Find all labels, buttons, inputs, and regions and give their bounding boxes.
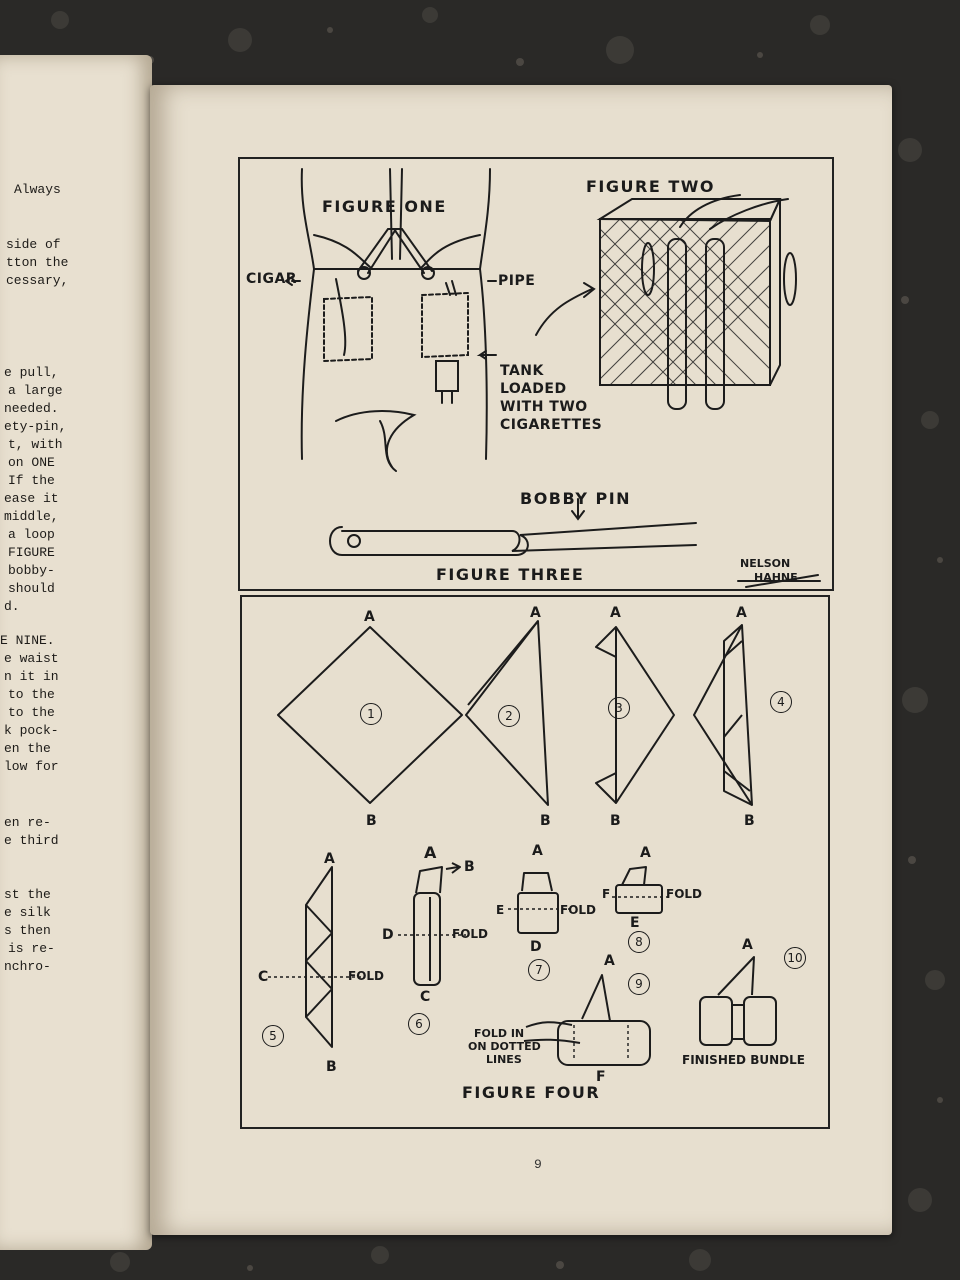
letter-b: B xyxy=(744,813,756,829)
tank-label-line-4: CIGARETTES xyxy=(500,417,603,433)
step-6-marker: 6 xyxy=(408,1013,430,1035)
signature-line-2: HAHNE xyxy=(754,571,798,584)
left-page-text-line: ety-pin, xyxy=(4,419,67,434)
left-page-text-line: is re- xyxy=(8,941,55,956)
letter-f: F xyxy=(596,1069,607,1085)
cigar-label: CIGAR xyxy=(246,271,298,287)
letter-a: A xyxy=(324,851,336,867)
step-8-marker: 8 xyxy=(628,931,650,953)
left-page-text-line: low for xyxy=(4,759,59,774)
right-page xyxy=(150,85,892,1235)
bobby-pin-label: BOBBY PIN xyxy=(520,489,632,508)
fold-in-line-3: LINES xyxy=(486,1053,522,1066)
step-1-marker: 1 xyxy=(360,703,382,725)
letter-a: A xyxy=(742,937,754,953)
left-page-text-line: en re- xyxy=(4,815,51,830)
letter-d: D xyxy=(382,927,395,943)
tank-label-line-3: WITH TWO xyxy=(500,399,588,415)
letter-a: A xyxy=(532,843,544,859)
left-page-text-line: e silk xyxy=(4,905,51,920)
letter-a: A xyxy=(530,605,542,621)
left-page-text-line: should xyxy=(8,581,55,596)
left-page xyxy=(0,55,152,1250)
left-page-text-line: on ONE xyxy=(8,455,55,470)
figures-one-two-three-panel xyxy=(238,157,834,591)
fold-label: FOLD xyxy=(452,927,489,941)
left-page-text-line: st the xyxy=(4,887,51,902)
fold-label: FOLD xyxy=(560,903,597,917)
step-2-marker: 2 xyxy=(498,705,520,727)
left-page-text-line: nchro- xyxy=(4,959,51,974)
left-page-text-line: a large xyxy=(8,383,63,398)
step-5-marker: 5 xyxy=(262,1025,284,1047)
letter-e: E xyxy=(496,903,505,917)
letter-b: B xyxy=(326,1059,338,1075)
step-7-marker: 7 xyxy=(528,959,550,981)
figure-one-title: FIGURE ONE xyxy=(322,197,447,216)
left-page-text-line: needed. xyxy=(4,401,59,416)
left-page-text-line: e third xyxy=(4,833,59,848)
fold-in-line-2: ON DOTTED xyxy=(468,1040,541,1053)
letter-c: C xyxy=(420,989,431,1005)
left-page-text-line: bobby- xyxy=(8,563,55,578)
letter-b: B xyxy=(540,813,552,829)
left-page-text-line: to the xyxy=(8,687,55,702)
letter-b: B xyxy=(610,813,622,829)
letter-a: A xyxy=(736,605,748,621)
figure-four-panel xyxy=(240,595,830,1129)
figure-four-title: FIGURE FOUR xyxy=(462,1083,601,1102)
left-page-text-line: cessary, xyxy=(6,273,69,288)
left-page-text-line: ease it xyxy=(4,491,59,506)
pipe-label: PIPE xyxy=(498,273,536,289)
figure-two-title: FIGURE TWO xyxy=(586,177,715,196)
fold-label: FOLD xyxy=(348,969,385,983)
left-page-text-line: E NINE. xyxy=(0,633,55,648)
fold-label: FOLD xyxy=(666,887,703,901)
left-page-text-line: e pull, xyxy=(4,365,59,380)
tank-label-line-2: LOADED xyxy=(500,381,567,397)
left-page-text-line: n it in xyxy=(4,669,59,684)
letter-e: E xyxy=(630,915,641,931)
left-page-text-line: d. xyxy=(4,599,20,614)
page-number: 9 xyxy=(534,1157,542,1172)
letter-b: B xyxy=(366,813,378,829)
left-page-text-line: Always xyxy=(14,182,61,197)
figure-three-title: FIGURE THREE xyxy=(436,565,585,584)
letter-d: D xyxy=(530,939,543,955)
left-page-text-line: t, with xyxy=(8,437,63,452)
letter-a: A xyxy=(640,845,652,861)
left-page-text-line: to the xyxy=(8,705,55,720)
letter-a: A xyxy=(604,953,616,969)
left-page-text-line: tton the xyxy=(6,255,69,270)
letter-c: C xyxy=(258,969,269,985)
letter-a: A xyxy=(610,605,622,621)
step-10-marker: 10 xyxy=(784,947,806,969)
step-9-marker: 9 xyxy=(628,973,650,995)
left-page-text-line: s then xyxy=(4,923,51,938)
step-3-marker: 3 xyxy=(608,697,630,719)
signature-line-1: NELSON xyxy=(740,557,791,570)
left-page-text-line: e waist xyxy=(4,651,59,666)
left-page-text-line: a loop xyxy=(8,527,55,542)
left-page-text-line: en the xyxy=(4,741,51,756)
tank-label-line-1: TANK xyxy=(500,363,544,379)
letter-a: A xyxy=(424,843,438,862)
left-page-text-line: middle, xyxy=(4,509,59,524)
letter-a: A xyxy=(364,609,376,625)
letter-f: F xyxy=(602,887,611,901)
step-4-marker: 4 xyxy=(770,691,792,713)
left-page-text-line: If the xyxy=(8,473,55,488)
letter-b: B xyxy=(464,859,476,875)
left-page-text-line: k pock- xyxy=(4,723,59,738)
finished-bundle-label: FINISHED BUNDLE xyxy=(682,1053,805,1067)
left-page-text-line: FIGURE xyxy=(8,545,55,560)
fold-in-line-1: FOLD IN xyxy=(474,1027,525,1040)
left-page-text-line: side of xyxy=(6,237,61,252)
